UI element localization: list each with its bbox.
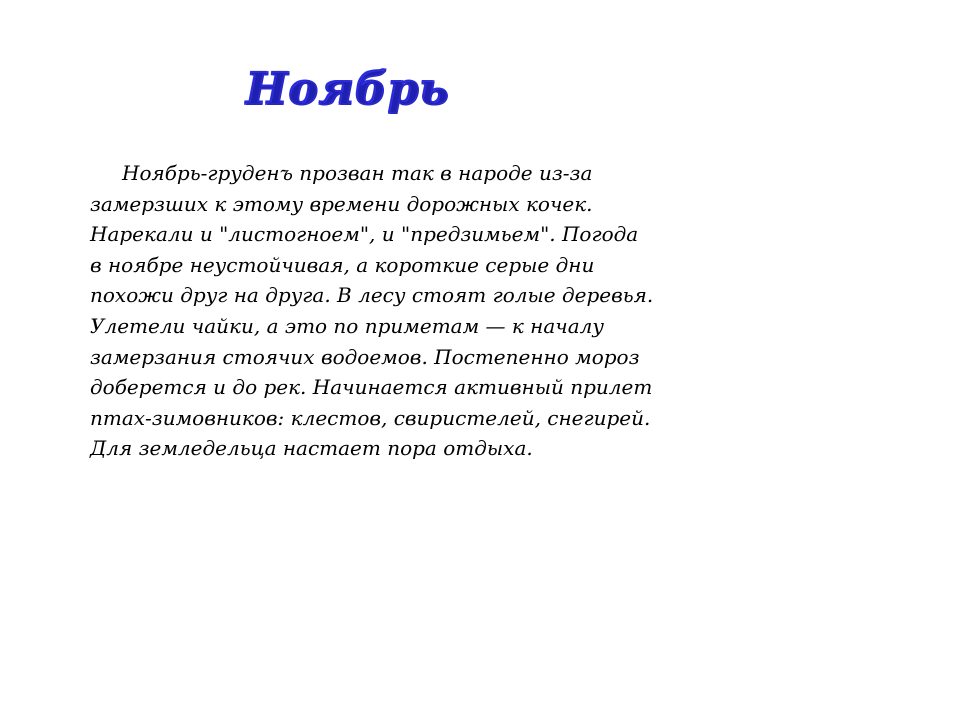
paragraph-line: Нарекали и "листогноем", и "предзимьем". Погода	[90, 222, 639, 247]
paragraph-line: доберется и до рек. Начинается активный прилет	[90, 375, 653, 400]
paragraph-line: замерзания стоячих водоемов. Постепенно мороз	[90, 344, 640, 369]
paragraph-line: Ноябрь-груденъ прозван так в народе из-за	[122, 161, 593, 185]
paragraph-line: птах-зимовников: клестов, свиристелей, снегирей.	[90, 405, 651, 430]
paragraph-line: похожи друг на друга. В лесу стоят голые деревья.	[90, 283, 654, 308]
paragraph-line: в ноябре неустойчивая, а короткие серые дни	[90, 252, 595, 277]
paragraph-line: замерзших к этому времени дорожных кочек.	[90, 191, 593, 216]
paragraph-line: Для земледельца настает пора отдыха.	[90, 436, 533, 461]
slide-title: Ноябрь	[246, 62, 450, 118]
slide-paragraph	[90, 158, 654, 464]
paragraph-line: Улетели чайки, а это по приметам — к началу	[90, 313, 604, 338]
